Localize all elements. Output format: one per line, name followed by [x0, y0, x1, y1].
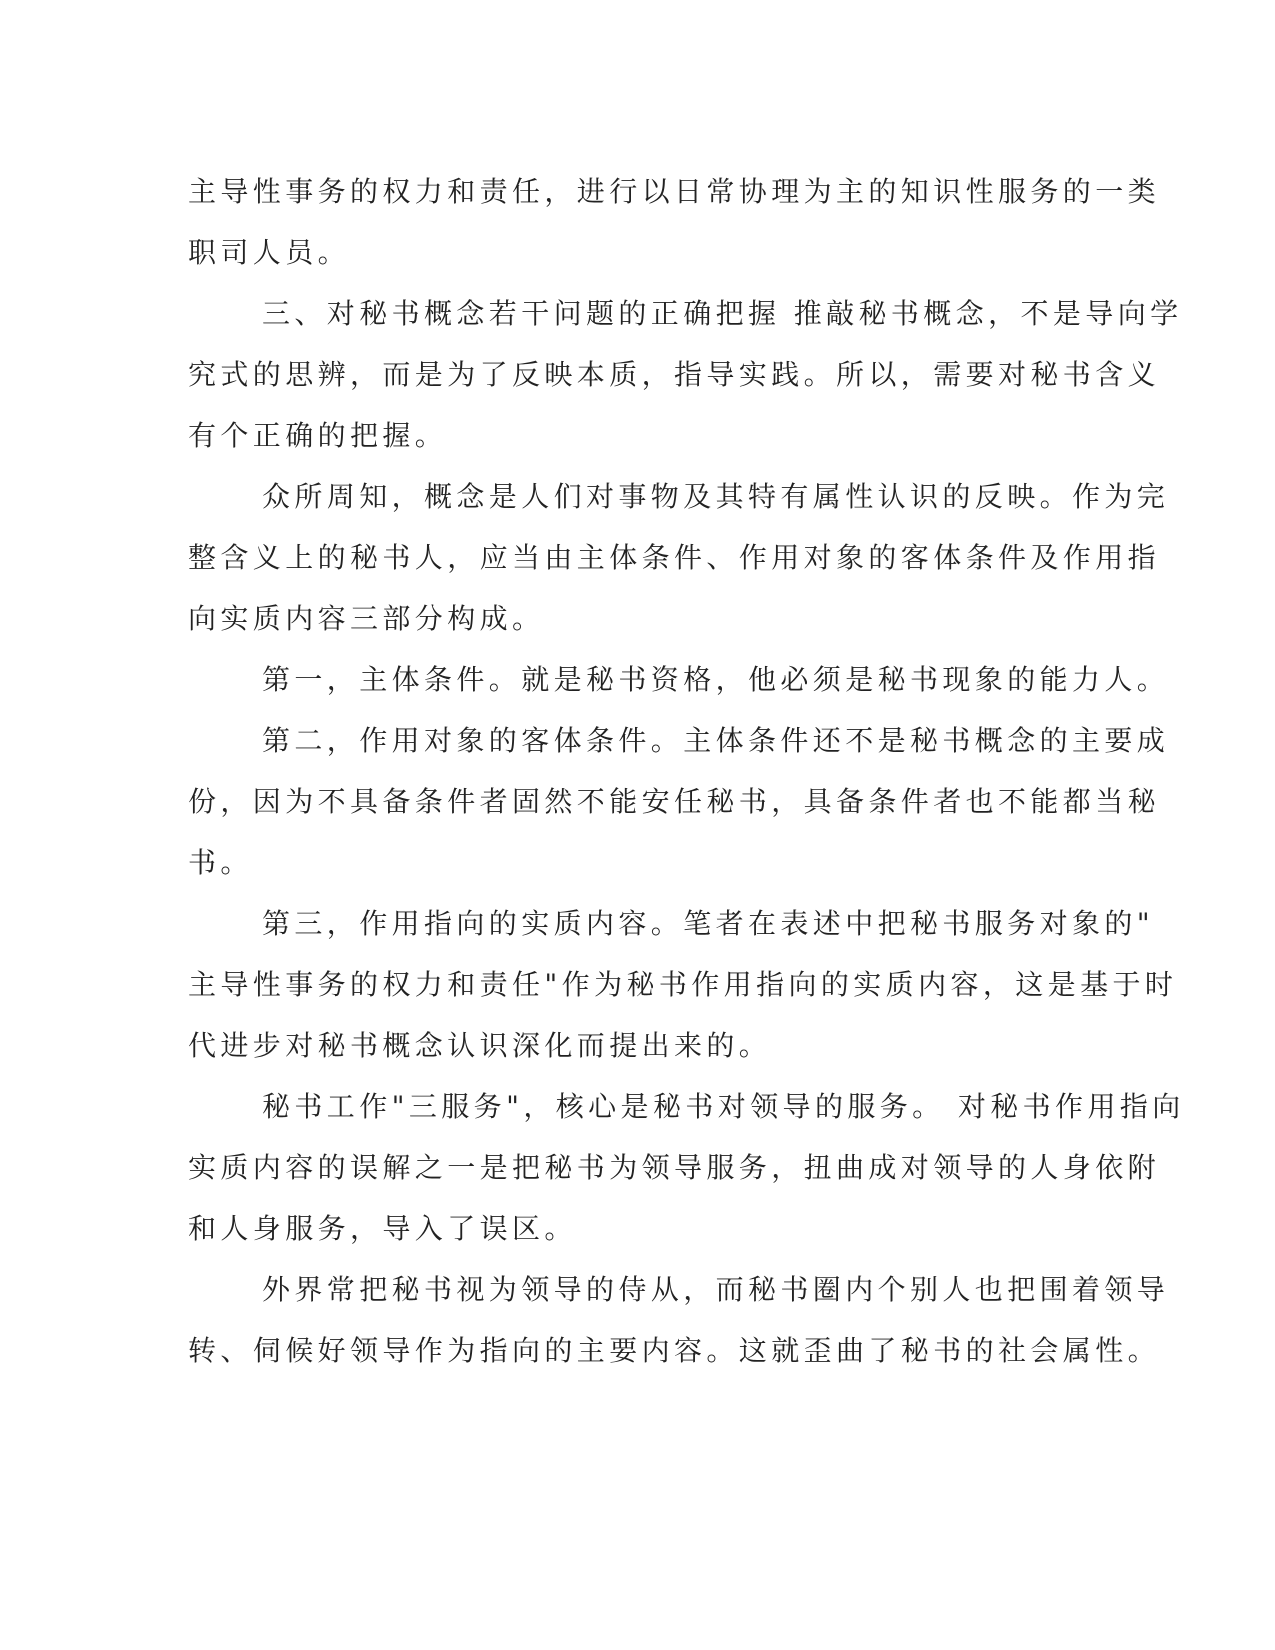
- text-line: 转、伺候好领导作为指向的主要内容。这就歪曲了秘书的社会属性。: [188, 1334, 1161, 1367]
- text-line: 究式的思辨，而是为了反映本质，指导实践。所以，需要对秘书含义: [188, 358, 1161, 391]
- text-line: 职司人员。: [188, 236, 351, 269]
- text-line: 秘书工作"三服务"，核心是秘书对领导的服务。 对秘书作用指向: [262, 1090, 1185, 1123]
- text-line: 三、对秘书概念若干问题的正确把握 推敲秘书概念，不是导向学: [262, 297, 1183, 330]
- text-line: 整含义上的秘书人，应当由主体条件、作用对象的客体条件及作用指: [188, 541, 1161, 574]
- text-line: 外界常把秘书视为领导的侍从，而秘书圈内个别人也把围着领导: [262, 1273, 1170, 1306]
- text-line: 众所周知，概念是人们对事物及其特有属性认识的反映。作为完: [262, 480, 1170, 513]
- text-line: 主导性事务的权力和责任，进行以日常协理为主的知识性服务的一类: [188, 175, 1161, 208]
- text-line: 向实质内容三部分构成。: [188, 602, 545, 635]
- text-line: 实质内容的误解之一是把秘书为领导服务，扭曲成对领导的人身依附: [188, 1151, 1161, 1184]
- document-body: [188, 161, 1185, 1381]
- text-line: 书。: [188, 846, 253, 879]
- text-line: 主导性事务的权力和责任"作为秘书作用指向的实质内容，这是基于时: [188, 968, 1178, 1001]
- text-line: 份，因为不具备条件者固然不能安任秘书，具备条件者也不能都当秘: [188, 785, 1161, 818]
- text-line: 第一，主体条件。就是秘书资格，他必须是秘书现象的能力人。: [262, 663, 1170, 696]
- text-line: 第二，作用对象的客体条件。主体条件还不是秘书概念的主要成: [262, 724, 1170, 757]
- text-line: 有个正确的把握。: [188, 419, 448, 452]
- text-line: 第三，作用指向的实质内容。笔者在表述中把秘书服务对象的": [262, 907, 1155, 940]
- text-line: 代进步对秘书概念认识深化而提出来的。: [188, 1029, 772, 1062]
- text-line: 和人身服务，导入了误区。: [188, 1212, 577, 1245]
